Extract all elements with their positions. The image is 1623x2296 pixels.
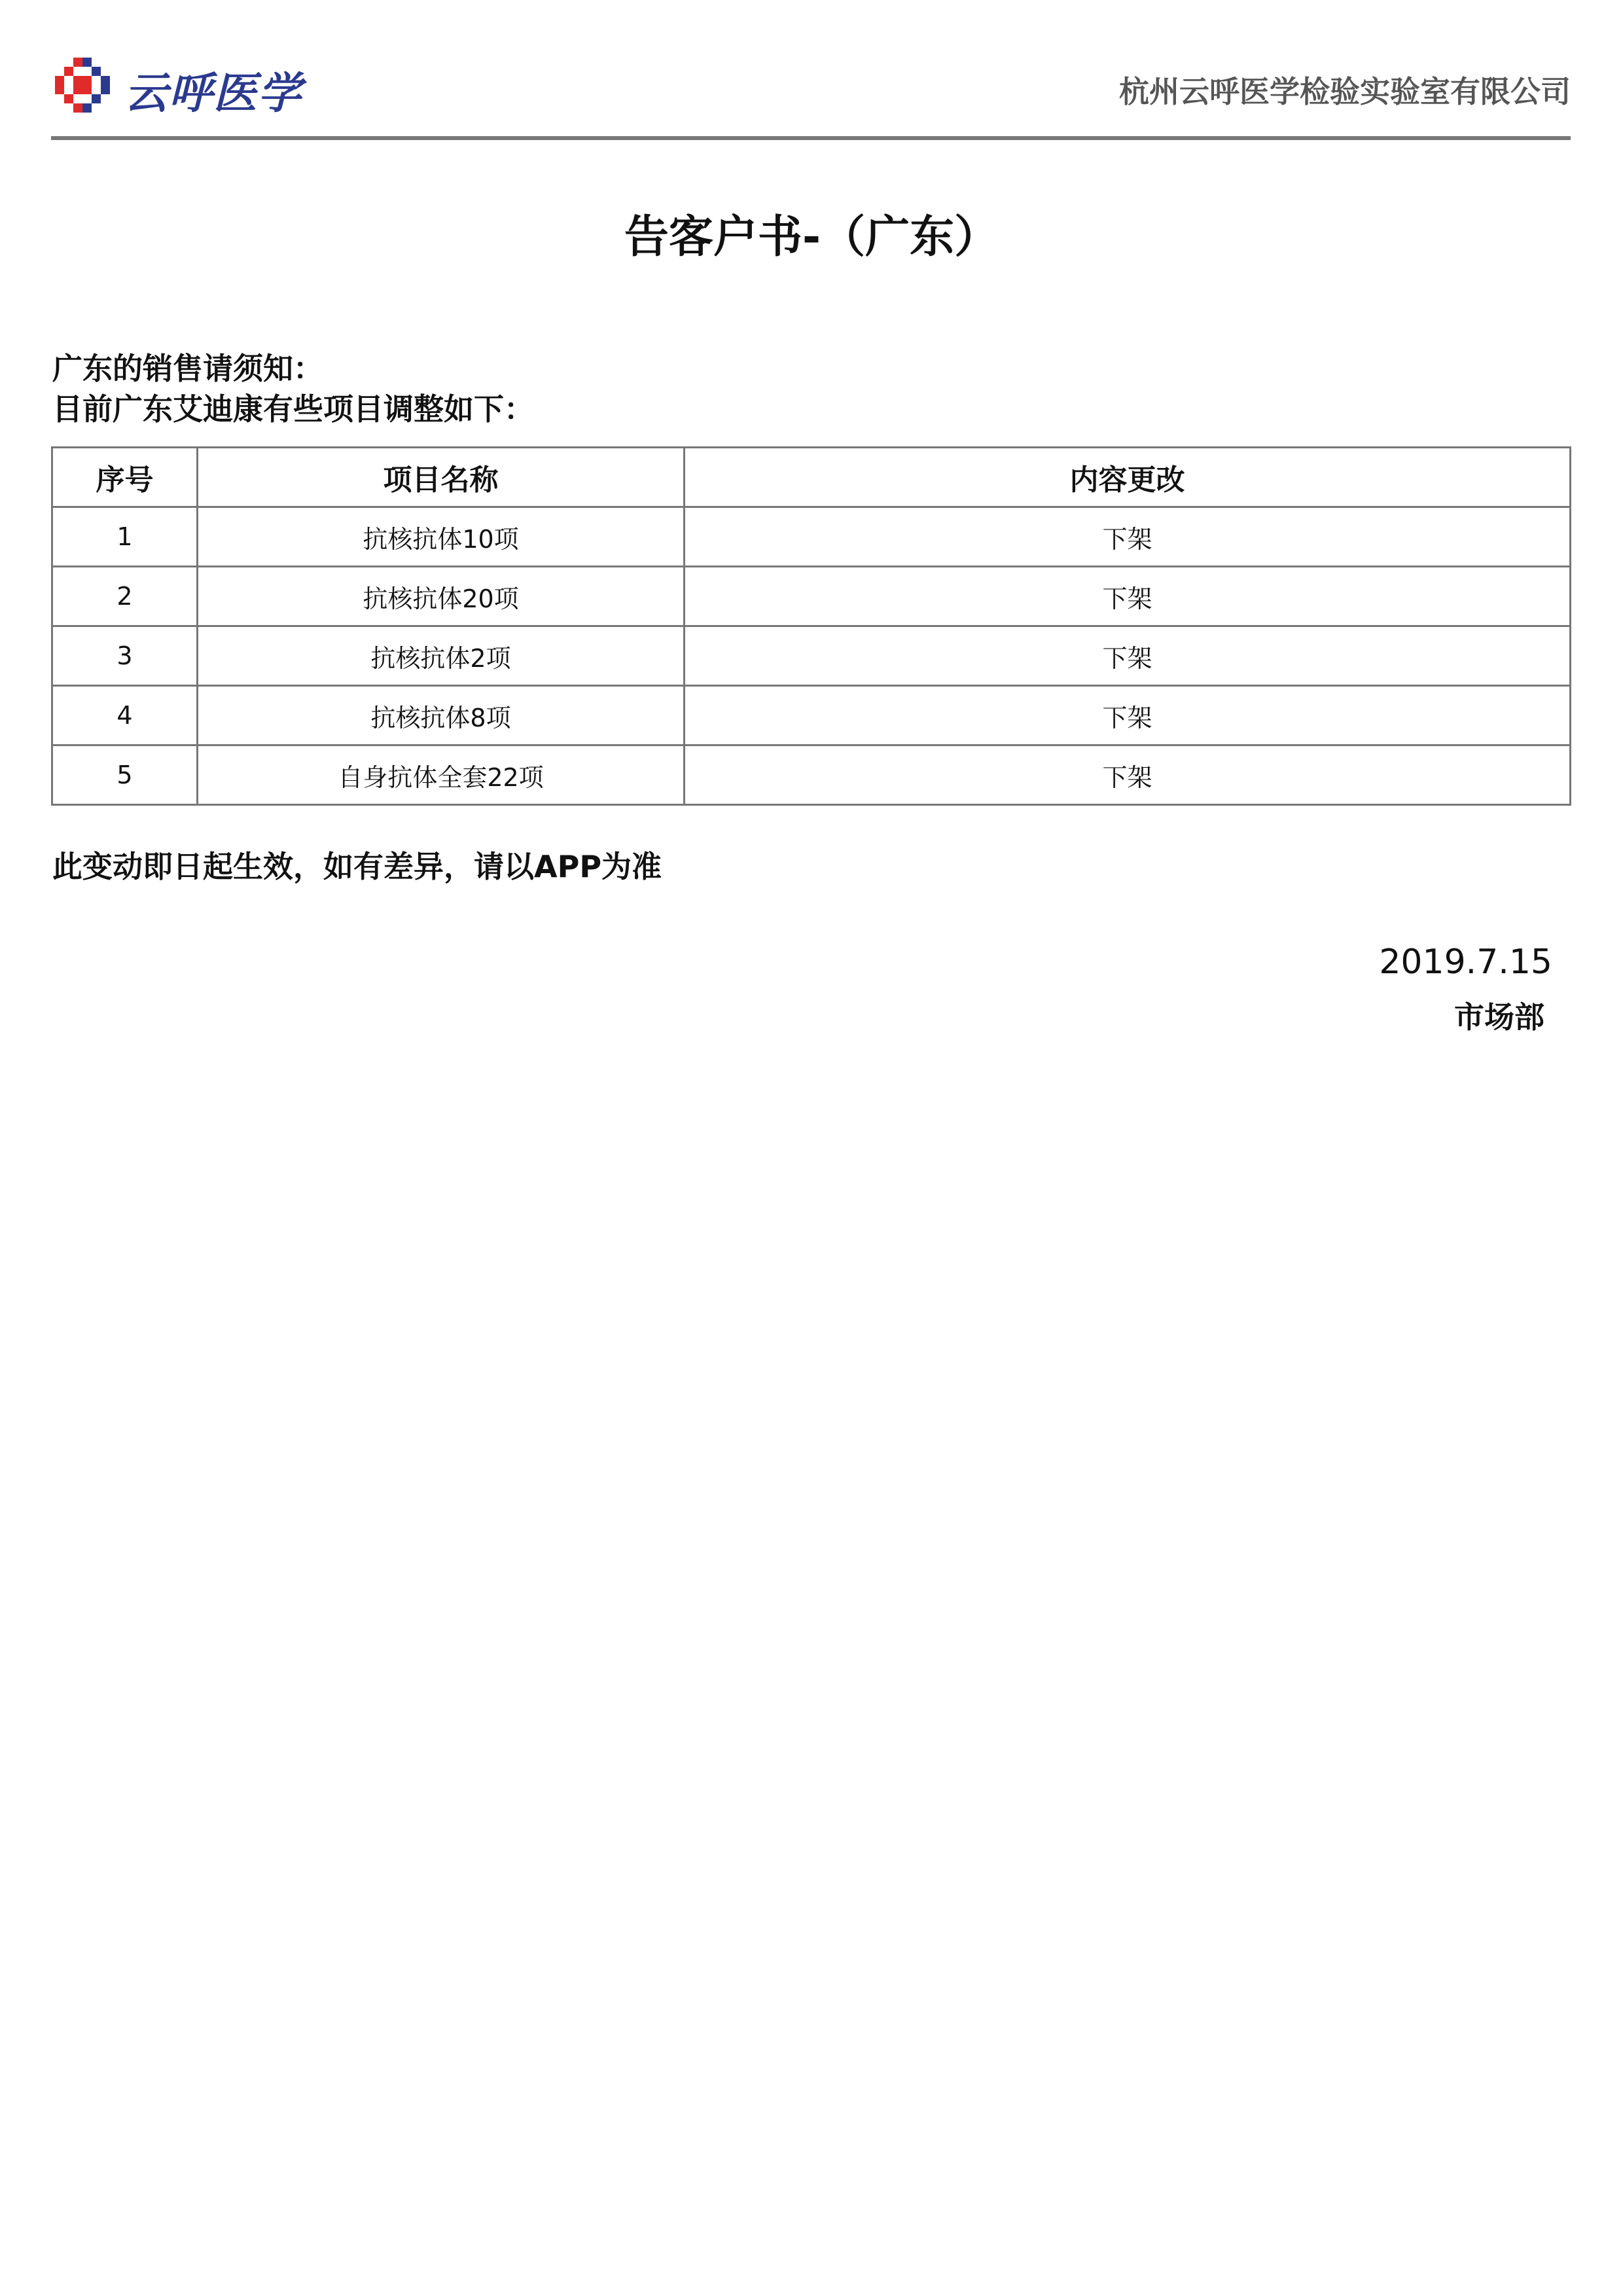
- header-change: 内容更改: [685, 448, 1571, 507]
- cell-name: 抗核抗体2项: [198, 626, 685, 686]
- company-name: 杭州云呼医学检验实验室有限公司: [1119, 74, 1571, 109]
- cell-name: 抗核抗体8项: [198, 686, 685, 745]
- intro-line-2: 目前广东艾迪康有些项目调整如下：: [52, 391, 534, 427]
- cell-change: 下架: [685, 686, 1571, 745]
- cell-no: 5: [52, 745, 198, 805]
- page-title: 告客户书-（广东）: [624, 211, 999, 263]
- cell-name: 自身抗体全套22项: [198, 745, 685, 805]
- cell-name: 抗核抗体10项: [198, 507, 685, 567]
- table-row: [52, 507, 1571, 567]
- cell-name: 抗核抗体20项: [198, 567, 685, 626]
- cell-change: 下架: [685, 626, 1571, 686]
- cell-change: 下架: [685, 745, 1571, 805]
- signature-department: 市场部: [1454, 999, 1544, 1035]
- item-change-table: [51, 446, 1571, 806]
- effective-notice: 此变动即日起生效，如有差异，请以APP为准: [52, 849, 662, 884]
- page-header: [51, 51, 1571, 140]
- table-row: [52, 686, 1571, 745]
- cell-no: 1: [52, 507, 198, 567]
- cell-change: 下架: [685, 507, 1571, 567]
- cell-no: 3: [52, 626, 198, 686]
- intro-text: [52, 348, 534, 429]
- table-row: [52, 567, 1571, 626]
- header-name: 项目名称: [198, 448, 685, 507]
- table-row: [52, 626, 1571, 686]
- cell-change: 下架: [685, 567, 1571, 626]
- logo-text: 云呼医学: [124, 67, 302, 118]
- cell-no: 2: [52, 567, 198, 626]
- signature-date: 2019.7.15: [1379, 942, 1552, 982]
- intro-line-1: 广东的销售请须知：: [52, 351, 323, 386]
- table-row: [52, 745, 1571, 805]
- company-logo: [51, 58, 302, 120]
- medical-cross-icon: [51, 58, 116, 120]
- table-header-row: [52, 448, 1571, 507]
- cell-no: 4: [52, 686, 198, 745]
- header-no: 序号: [52, 448, 198, 507]
